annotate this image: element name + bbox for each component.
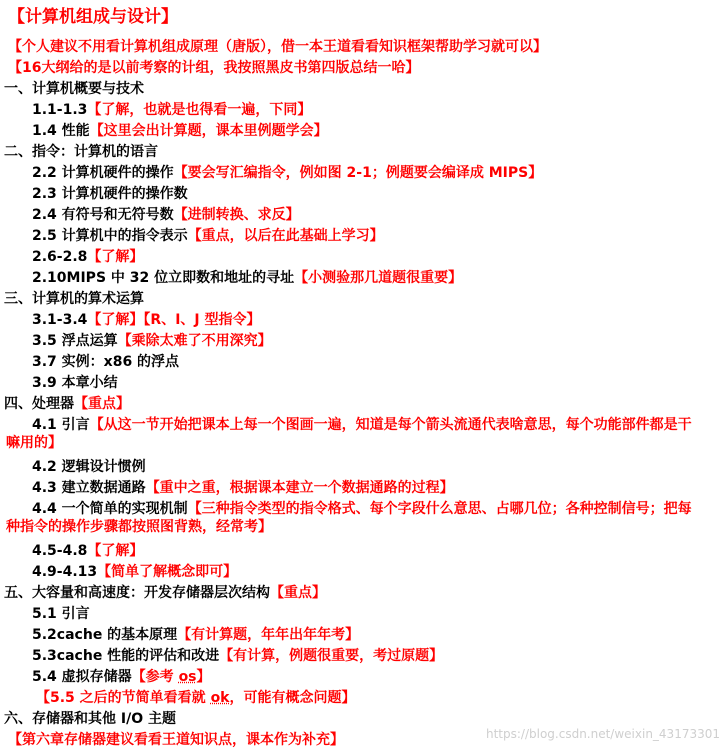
item-label: 2.3 计算机硬件的操作数 — [32, 186, 188, 202]
list-item — [32, 374, 726, 392]
list-item — [32, 122, 726, 140]
item-note: 【有计算题，年年出年年考】 — [177, 627, 360, 643]
list-item — [32, 101, 726, 119]
item-label: 5.4 虚拟存储器 — [32, 669, 132, 685]
list-item — [32, 227, 726, 245]
note-prefix: 【5.5 之后的节简单看看就 — [36, 690, 211, 706]
list-item — [32, 479, 726, 497]
item-label: 3.9 本章小结 — [32, 375, 118, 391]
item-note: 【小测验那几道题很重要】 — [294, 270, 463, 286]
item-label: 5.3cache 性能的评估和改进 — [32, 648, 220, 664]
section-heading-1: 一、计算机概要与技术 — [4, 81, 144, 97]
list-item — [6, 416, 696, 452]
section-heading-3: 三、计算机的算术运算 — [4, 291, 144, 307]
item-note: 【简单了解概念即可】 — [97, 564, 238, 580]
document-title: 【计算机组成与设计】 — [8, 7, 178, 27]
list-item — [32, 248, 726, 266]
list-item — [32, 353, 726, 371]
list-item — [32, 626, 726, 644]
item-label: 4.2 逻辑设计惯例 — [32, 459, 146, 475]
item-label: 3.1-3.4 — [32, 312, 88, 328]
note-underlined: ok — [210, 690, 230, 706]
section-title: 五、大容量和高速度：开发存储器层次结构 — [4, 585, 270, 601]
note-chapter-6: 【第六章存储器建议看看王道知识点，课本作为补充】 — [8, 732, 344, 748]
item-note: 【三种指令类型的指令格式、每个字段什么意思、占哪几位；各种控制信号；把每种指令的操作步骤都按照图背熟，经常考】 — [6, 501, 692, 535]
section-heading-5 — [4, 584, 726, 602]
item-label: 2.4 有符号和无符号数 — [32, 207, 174, 223]
item-label: 3.5 浮点运算 — [32, 333, 118, 349]
list-item — [32, 563, 726, 581]
item-note-suffix: 】 — [196, 669, 211, 685]
section-heading-2: 二、指令：计算机的语言 — [4, 144, 158, 160]
item-note: 【重中之重，根据课本建立一个数据通路的过程】 — [145, 480, 454, 496]
item-label: 4.3 建立数据通路 — [32, 480, 146, 496]
item-note: 【有计算，例题很重要，考过原题】 — [219, 648, 444, 664]
section-heading-4 — [4, 395, 726, 413]
item-note: 【了解，也就是也得看一遍，下同】 — [87, 102, 312, 118]
list-item — [32, 668, 726, 686]
item-note: 【从这一节开始把课本上每一个图画一遍，知道是每个箭头流通代表啥意思，每个功能部件都是干嘛用的】 — [6, 417, 692, 451]
item-label: 3.7 实例：x86 的浮点 — [32, 354, 180, 370]
item-label: 2.5 计算机中的指令表示 — [32, 228, 188, 244]
list-item — [32, 269, 726, 287]
note-outline: 【16大纲给的是以前考察的计组，我按照黑皮书第四版总结一哈】 — [8, 60, 420, 76]
list-item — [32, 164, 726, 182]
item-note: 【了解】 — [87, 543, 144, 559]
item-label: 4.5-4.8 — [32, 543, 88, 559]
item-note: 【了解】【R、I、J 型指令】 — [87, 312, 261, 328]
item-note: 【这里会出计算题，课本里例题学会】 — [89, 123, 328, 139]
list-item — [32, 185, 726, 203]
note-recommendation: 【个人建议不用看计算机组成原理（唐版），借一本王道看看知识框架帮助学习就可以】 — [8, 39, 547, 55]
item-label: 2.10MIPS 中 32 位立即数和地址的寻址 — [32, 270, 295, 286]
list-item — [32, 458, 726, 476]
item-note: 【了解】 — [87, 249, 144, 265]
item-label: 1.1-1.3 — [32, 102, 88, 118]
item-note: 【乘除太难了不用深究】 — [117, 333, 272, 349]
item-note-underlined: os — [178, 669, 197, 685]
list-item — [32, 206, 726, 224]
list-item — [32, 605, 726, 623]
list-item — [32, 332, 726, 350]
section-note: 【重点】 — [270, 585, 326, 601]
list-item — [32, 311, 726, 329]
section-title: 四、处理器 — [4, 396, 74, 412]
item-label: 2.2 计算机硬件的操作 — [32, 165, 174, 181]
item-label: 4.1 引言 — [32, 417, 90, 433]
item-label: 5.2cache 的基本原理 — [32, 627, 178, 643]
item-label: 5.1 引言 — [32, 606, 90, 622]
item-label: 4.4 一个简单的实现机制 — [32, 501, 188, 517]
item-label: 1.4 性能 — [32, 123, 90, 139]
list-item — [32, 647, 726, 665]
note-suffix: ，可能有概念问题】 — [229, 690, 356, 706]
section-heading-6: 六、存储器和其他 I/O 主题 — [4, 711, 176, 727]
section-note: 【重点】 — [74, 396, 130, 412]
list-item — [6, 500, 696, 536]
watermark-text: https://blog.csdn.net/weixin_43173301 — [485, 727, 720, 741]
item-note: 【要会写汇编指令，例如图 2-1；例题要会编译成 MIPS】 — [173, 165, 543, 181]
item-note: 【进制转换、求反】 — [173, 207, 300, 223]
item-note-prefix: 【参考 — [131, 669, 179, 685]
list-item — [32, 542, 726, 560]
note-section-5-5 — [36, 689, 726, 707]
item-label: 4.9-4.13 — [32, 564, 98, 580]
item-note: 【重点，以后在此基础上学习】 — [187, 228, 384, 244]
item-label: 2.6-2.8 — [32, 249, 88, 265]
